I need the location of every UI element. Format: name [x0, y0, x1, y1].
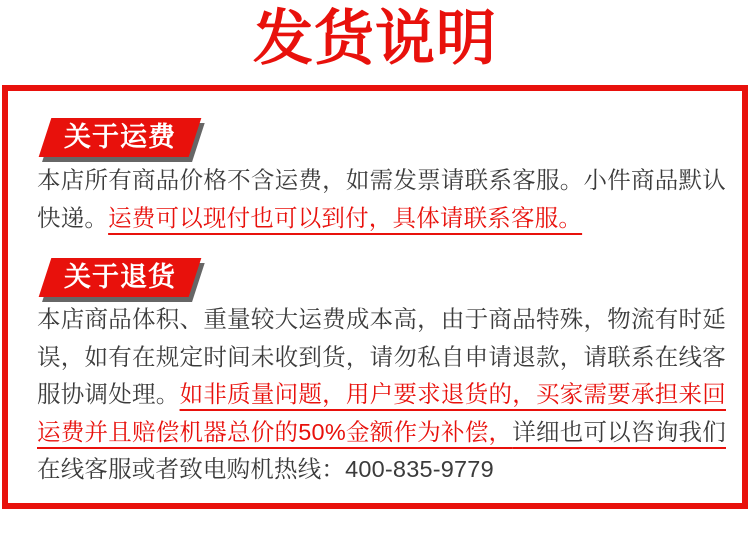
- paragraph-segment: 运费可以现付也可以到付，具体请联系客服。: [108, 204, 583, 231]
- shipping-fee-banner: [45, 118, 195, 157]
- paragraph-segment: 如非质量问题，用户要求退货的，买家需要承担来回运费并且赔偿机器总价的50%金额作为补偿，: [37, 381, 726, 445]
- shipping-fee-banner-label: 关于运费: [64, 122, 176, 152]
- section-returns: [37, 258, 726, 489]
- returns-paragraph: [37, 301, 726, 489]
- paragraph-segment: 详细也可以咨询我们: [512, 418, 726, 445]
- page-title: 发货说明: [253, 5, 497, 72]
- content-frame: [2, 85, 748, 509]
- returns-banner: [45, 258, 195, 297]
- returns-banner-label: 关于退货: [64, 262, 176, 292]
- paragraph-segment: 本店商品体积、重量较大运费成本高，由于商品特殊，物流有时延误，如有在规定时间未收到货，请勿私自申请退款，请联系在线客服协调处理。: [37, 306, 726, 407]
- shipping-fee-paragraph: [37, 162, 726, 237]
- paragraph-segment: 本店所有商品价格不含运费，如需发票请联系客服。小件商品默认快递。: [37, 167, 726, 231]
- section-shipping-fee: [37, 118, 726, 237]
- paragraph-segment: 在线客服或者致电购机热线：400-835-9779: [37, 456, 494, 482]
